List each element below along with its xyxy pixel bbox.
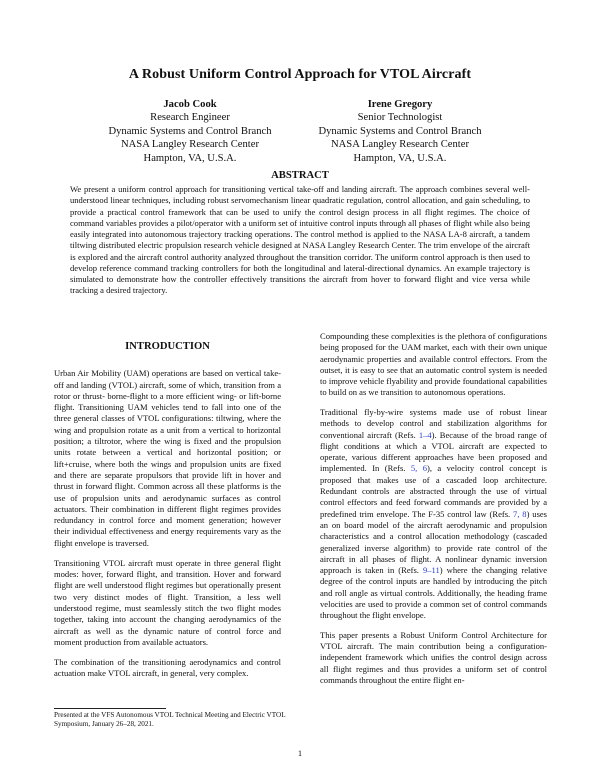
author-branch: Dynamic Systems and Control Branch (108, 125, 272, 137)
author-role: Research Engineer (150, 112, 230, 124)
body-paragraph (320, 407, 547, 622)
text-run: ) where the changing relative degree of the control inputs are handled by introducing the pitch and roll angle as virtual controls. Additionally, the heading frame velocities are used to provide a common set of control commands throughout the flight envelope. (320, 565, 548, 621)
author-location: Hampton, VA, U.S.A. (143, 152, 237, 164)
body-paragraph: The combination of the transitioning aerodynamics and control actuation make VTOL aircraft, in general, very complex. (54, 657, 281, 679)
section-heading: INTRODUCTION (125, 341, 210, 352)
author-center: NASA Langley Research Center (121, 139, 259, 151)
author-center: NASA Langley Research Center (331, 139, 469, 151)
footnote-rule (54, 708, 166, 709)
reference-link[interactable]: 5, 6 (410, 463, 427, 474)
text-run: Traditional fly-by-wire systems made use of robust linear methods to develop control and stabilization algorithms for conventional aircraft (Refs. (320, 406, 547, 440)
author-block-2 (300, 98, 500, 165)
text-run: ). Because of the broad range of flight conditions at which a VTOL aircraft are expected to operate, various different approaches have been proposed and implemented. In (Refs. (320, 429, 547, 474)
body-paragraph: This paper presents a Robust Uniform Control Architecture for VTOL aircraft. The main contribution being a configuration-independent framework which unifies the control design across all flight regimes and thus provides a uniform set of control commands throughout the entire flight en- (320, 629, 547, 685)
reference-link[interactable]: 7, 8 (513, 508, 527, 519)
page-number: 1 (297, 748, 303, 758)
author-name: Jacob Cook (163, 99, 217, 110)
left-column (54, 336, 281, 688)
text-run: ), a velocity control concept is proposed that makes use of a cascaded loop architecture. Redundant controls are abstracted through the use of virtual control effectors and feed forward commands are provided by a predefined trim envelope. The F-35 control law (Refs. (320, 463, 548, 519)
body-paragraph: Urban Air Mobility (UAM) operations are based on vertical take-off and landing (VTOL) aircraft, some of which, transition from a rotor or thrust- borne-flight to a more efficient wing- or lift-borne flight. Transitioning UAM vehicles tend to fall into one of the three general classes of VTOL configurations: tiltwing, where the wing and propulsion rotate as a unit from a vertical to horizontal position; a tiltrotor, where the wing is fixed and the propulsion units rotate between a vertical and horizontal position; or lift+cruise, where both the wings and propulsion units are fixed and there are separate propulsors that provide lift in hover and thrust in forward flight. Common across all these platforms is the use of propulsion units and aerodynamic surfaces as control actuators. Their combination in different flight regimes provides redundancy in control force and moment generation; however their individual effectiveness and energy requirements vary as the flight envelope is traversed. (54, 368, 281, 548)
author-location: Hampton, VA, U.S.A. (353, 152, 447, 164)
abstract-heading: ABSTRACT (271, 170, 329, 181)
reference-link[interactable]: 9–11 (422, 565, 440, 576)
body-paragraph: Compounding these complexities is the plethora of configurations being proposed for the UAM market, each with their own unique aerodynamic properties and available control effectors. From the outset, it is easy to see that an automatic control system is needed to improve vehicle flyability and provide foundational capabilities to build on as we transition to autonomous operations. (320, 331, 547, 398)
author-name: Irene Gregory (367, 99, 433, 110)
author-role: Senior Technologist (357, 112, 443, 124)
right-column (320, 331, 547, 694)
text-run: ) uses an on board model of the aircraft aerodynamic and propulsion characteristics and a control allocation methodology (cascaded generalized inverse algorithm) to provide rate control of the aircraft in all phases of flight. A nonlinear dynamic inversion approach is taken in (Refs. (320, 508, 548, 576)
body-paragraph: Transitioning VTOL aircraft must operate in three general flight modes: hover, forward flight, and transition. Hover and forward flight are well understood flight regimes but operationally present two very distinct modes of flight. Transition, a less well understood regime, must seamlessly stitch the two flight modes together, taking into account the changing aerodynamics of the aircraft as well as the dynamic nature of control force and moment production from available actuators. (54, 557, 281, 647)
author-block-1 (90, 98, 290, 165)
footnote: Presented at the VFS Autonomous VTOL Technical Meeting and Electric VTOL Symposium, January 26–28, 2021. (54, 711, 286, 728)
abstract-text: We present a uniform control approach for transitioning vertical take-off and landing aircraft. The approach combines several well-understood linear techniques, including robust servomechanism linear quadratic regulation, control allocation, and gain scheduling, to provide a practical control framework that can be used to unify the control design process in all flight regimes. The choice of command variables provides a pilot/operator with a uniform set of intuitive control inputs through all phases of flight while also being easily integrated into autonomous trajectory tracking operations. The control method is applied to the NASA LA-8 aircraft, a tandem tiltwing distributed electric propulsion research vehicle designed at NASA Langley Research Center. The trim envelope of the aircraft is explored and the aircraft control authority analyzed throughout the transition corridor. The uniform control approach is then used to develop reference command tracking controllers for both the longitudinal and lateral-directional dynamics. An example trajectory is simulated to demonstrate how the controller effectively transitions the aircraft from hover to forward flight and vice versa while tracking a desired trajectory. (70, 184, 530, 296)
author-branch: Dynamic Systems and Control Branch (318, 125, 482, 137)
paper-title: A Robust Uniform Control Approach for VTOL Aircraft (128, 67, 472, 82)
reference-link[interactable]: 1–4 (418, 429, 432, 440)
